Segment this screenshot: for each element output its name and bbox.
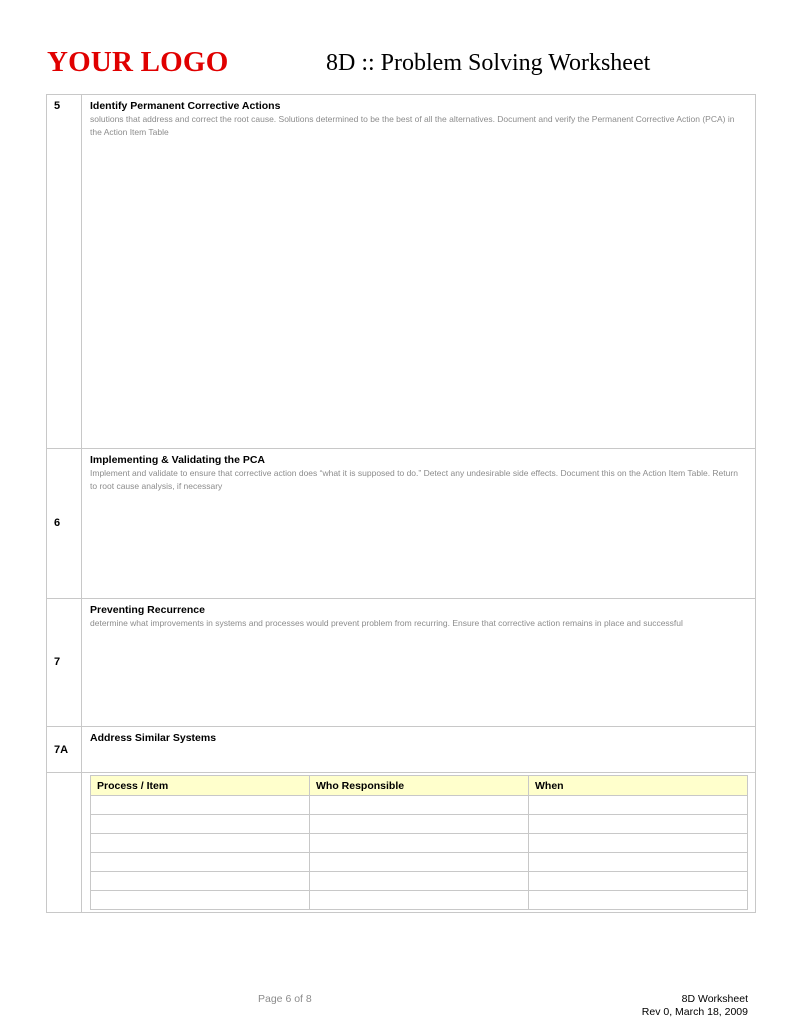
footer-revision: Rev 0, March 18, 2009: [641, 1006, 748, 1018]
col-header-process: Process / Item: [91, 776, 310, 796]
table-row: [91, 796, 748, 815]
section-number-text: 7: [54, 656, 61, 668]
section-number: [47, 449, 82, 599]
section-description: solutions that address and correct the root cause. Solutions determined to be the best of all the alternatives. Document and verify the Permanent Corrective Action (PCA) in the Action Item Table: [90, 114, 735, 137]
table-cell[interactable]: [310, 872, 529, 891]
section-number-text: 6: [54, 517, 61, 529]
section-7-row: [47, 599, 756, 727]
table-cell[interactable]: [310, 796, 529, 815]
table-cell[interactable]: [310, 853, 529, 872]
table-cell[interactable]: [529, 815, 748, 834]
action-table-header-row: [91, 776, 748, 796]
table-row: [91, 815, 748, 834]
table-row: [91, 891, 748, 910]
table-cell[interactable]: [310, 815, 529, 834]
table-cell[interactable]: [91, 891, 310, 910]
footer-doc-name: 8D Worksheet: [681, 993, 748, 1005]
table-cell[interactable]: [310, 834, 529, 853]
section-title: Identify Permanent Corrective Actions: [90, 100, 281, 112]
table-cell[interactable]: [91, 872, 310, 891]
col-header-when: When: [529, 776, 748, 796]
table-cell[interactable]: [310, 891, 529, 910]
table-row: [91, 872, 748, 891]
section-content[interactable]: [82, 727, 756, 773]
table-cell[interactable]: [529, 891, 748, 910]
logo-text: YOUR LOGO: [47, 46, 229, 78]
table-cell[interactable]: [529, 834, 748, 853]
section-content[interactable]: [82, 599, 756, 727]
section-description: Implement and validate to ensure that corrective action does “what it is supposed to do.” Detect any undesirable side effects. Document this on the Action Item Table. Return to root cause analysis, if necessary: [90, 468, 738, 491]
empty-number-cell: [47, 773, 82, 913]
table-cell[interactable]: [529, 796, 748, 815]
table-cell[interactable]: [91, 853, 310, 872]
table-cell[interactable]: [91, 834, 310, 853]
page-number: Page 6 of 8: [258, 993, 312, 1005]
section-7a-row: [47, 727, 756, 773]
section-number: [47, 727, 82, 773]
action-table-row: [47, 773, 756, 913]
section-title: Address Similar Systems: [90, 732, 217, 744]
section-title: Implementing & Validating the PCA: [90, 454, 266, 466]
document-title: 8D :: Problem Solving Worksheet: [326, 50, 651, 76]
section-number: [47, 599, 82, 727]
section-content[interactable]: [82, 449, 756, 599]
section-5-row: [47, 95, 756, 449]
worksheet-table: [46, 94, 756, 913]
section-content[interactable]: [82, 95, 756, 449]
col-header-responsible: Who Responsible: [310, 776, 529, 796]
table-cell[interactable]: [91, 796, 310, 815]
section-6-row: [47, 449, 756, 599]
table-cell[interactable]: [529, 872, 748, 891]
section-description: determine what improvements in systems and processes would prevent problem from recurring. Ensure that corrective action remains in place and successful: [90, 618, 683, 628]
section-number-text: 7A: [54, 744, 69, 756]
table-cell[interactable]: [529, 853, 748, 872]
action-table-container: [82, 773, 756, 913]
section-number: 5: [47, 95, 82, 449]
table-row: [91, 853, 748, 872]
action-item-table: [90, 775, 748, 910]
footer-doc-info: [642, 993, 748, 1019]
section-title: Preventing Recurrence: [90, 604, 205, 616]
table-row: [91, 834, 748, 853]
table-cell[interactable]: [91, 815, 310, 834]
